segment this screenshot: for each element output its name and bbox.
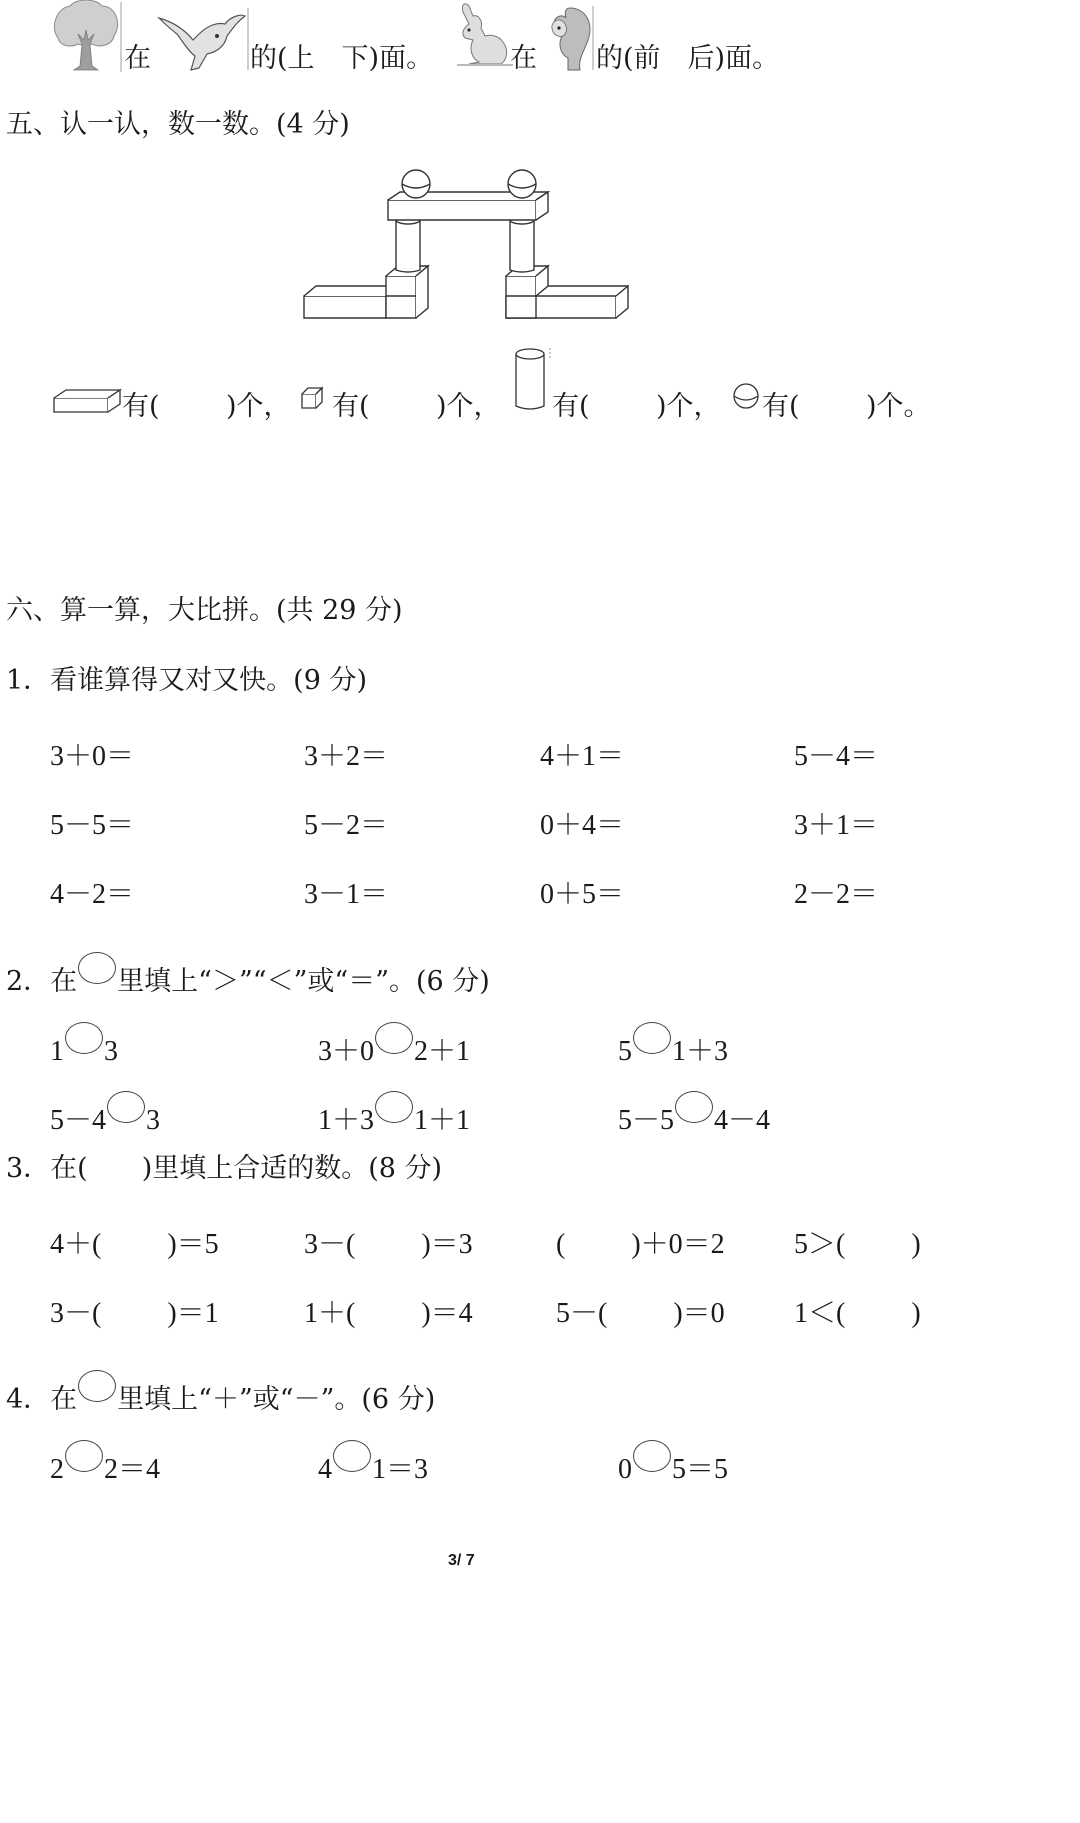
divider bbox=[120, 2, 122, 72]
q1-expr: 3＋0＝ bbox=[50, 741, 135, 772]
zai-text-2: 在 bbox=[510, 43, 537, 74]
answer-circle[interactable] bbox=[633, 1022, 671, 1054]
squirrel-icon bbox=[540, 4, 594, 74]
q3-item: 4＋( )＝5 bbox=[50, 1229, 219, 1260]
q2-item: 1 3 bbox=[50, 1022, 118, 1068]
cylinder-answer-open: 有( bbox=[552, 391, 590, 422]
cuboid-icon bbox=[52, 386, 122, 414]
divider bbox=[247, 8, 249, 70]
section-6-heading: 六、算一算，大比拼。(共 29 分) bbox=[6, 595, 403, 626]
q2-item: 5 1＋3 bbox=[618, 1022, 728, 1069]
rabbit-icon bbox=[455, 2, 513, 68]
answer-circle[interactable] bbox=[107, 1091, 145, 1123]
q3-item: 5－( )＝0 bbox=[556, 1298, 725, 1329]
answer-circle[interactable] bbox=[65, 1022, 103, 1054]
q3-item: 5＞( ) bbox=[794, 1229, 921, 1260]
tree-icon bbox=[52, 0, 120, 72]
position-phrase-1: 的(上 下)面。 bbox=[250, 43, 434, 74]
q1-expr: 4－2＝ bbox=[50, 879, 135, 910]
answer-circle[interactable] bbox=[633, 1440, 671, 1472]
cylinder-icon bbox=[510, 346, 554, 416]
q3-item: 1＜( ) bbox=[794, 1298, 921, 1329]
answer-circle[interactable] bbox=[375, 1022, 413, 1054]
divider bbox=[592, 6, 594, 70]
q1-expr: 5－4＝ bbox=[794, 741, 879, 772]
q2-item: 5－4 3 bbox=[50, 1091, 160, 1138]
sphere-answer-close: )个。 bbox=[866, 391, 931, 422]
q1-expr: 3＋1＝ bbox=[794, 810, 879, 841]
answer-circle-icon bbox=[78, 952, 116, 984]
answer-circle[interactable] bbox=[65, 1440, 103, 1472]
q2-item: 5－5 4－4 bbox=[618, 1091, 770, 1138]
q1-expr: 0＋5＝ bbox=[540, 879, 625, 910]
cuboid-answer-open: 有( bbox=[122, 391, 160, 422]
page-number: 3/ 7 bbox=[448, 1552, 475, 1569]
cube-answer-close: )个， bbox=[436, 391, 501, 422]
bird-icon bbox=[155, 12, 247, 74]
q3-item: 1＋( )＝4 bbox=[304, 1298, 473, 1329]
position-phrase-2: 的(前 后)面。 bbox=[596, 43, 780, 74]
q4-item: 4 1＝3 bbox=[318, 1440, 428, 1487]
q2-title: 2．在 里填上“＞”“＜”或“＝”。(6 分) bbox=[6, 952, 490, 999]
q1-expr: 5－2＝ bbox=[304, 810, 389, 841]
q1-expr: 4＋1＝ bbox=[540, 741, 625, 772]
cube-answer-open: 有( bbox=[332, 391, 370, 422]
divider bbox=[457, 64, 513, 66]
cube-icon bbox=[300, 386, 326, 410]
section-5-heading: 五、认一认，数一数。(4 分) bbox=[6, 109, 350, 140]
q3-item: ( )＋0＝2 bbox=[556, 1229, 725, 1260]
cuboid-answer-close: )个， bbox=[226, 391, 291, 422]
q3-item: 3－( )＝1 bbox=[50, 1298, 219, 1329]
answer-circle[interactable] bbox=[675, 1091, 713, 1123]
q4-title: 4．在 里填上“＋”或“－”。(6 分) bbox=[6, 1370, 435, 1417]
answer-circle[interactable] bbox=[333, 1440, 371, 1472]
answer-circle[interactable] bbox=[375, 1091, 413, 1123]
q1-title: 1．看谁算得又对又快。(9 分) bbox=[6, 665, 368, 696]
block-structure-figure bbox=[300, 170, 632, 326]
q1-expr: 3－1＝ bbox=[304, 879, 389, 910]
q2-item: 1＋3 1＋1 bbox=[318, 1091, 470, 1138]
q1-expr: 0＋4＝ bbox=[540, 810, 625, 841]
q2-item: 3＋0 2＋1 bbox=[318, 1022, 470, 1069]
sphere-answer-open: 有( bbox=[762, 391, 800, 422]
q1-expr: 3＋2＝ bbox=[304, 741, 389, 772]
q4-item: 2 2＝4 bbox=[50, 1440, 160, 1487]
q1-expr: 5－5＝ bbox=[50, 810, 135, 841]
q1-expr: 2－2＝ bbox=[794, 879, 879, 910]
answer-circle-icon bbox=[78, 1370, 116, 1402]
q3-title: 3．在( )里填上合适的数。(8 分) bbox=[6, 1153, 443, 1184]
q3-item: 3－( )＝3 bbox=[304, 1229, 473, 1260]
sphere-icon bbox=[732, 382, 760, 410]
cylinder-answer-close: )个， bbox=[656, 391, 721, 422]
zai-text-1: 在 bbox=[124, 43, 151, 74]
q4-item: 0 5＝5 bbox=[618, 1440, 728, 1487]
